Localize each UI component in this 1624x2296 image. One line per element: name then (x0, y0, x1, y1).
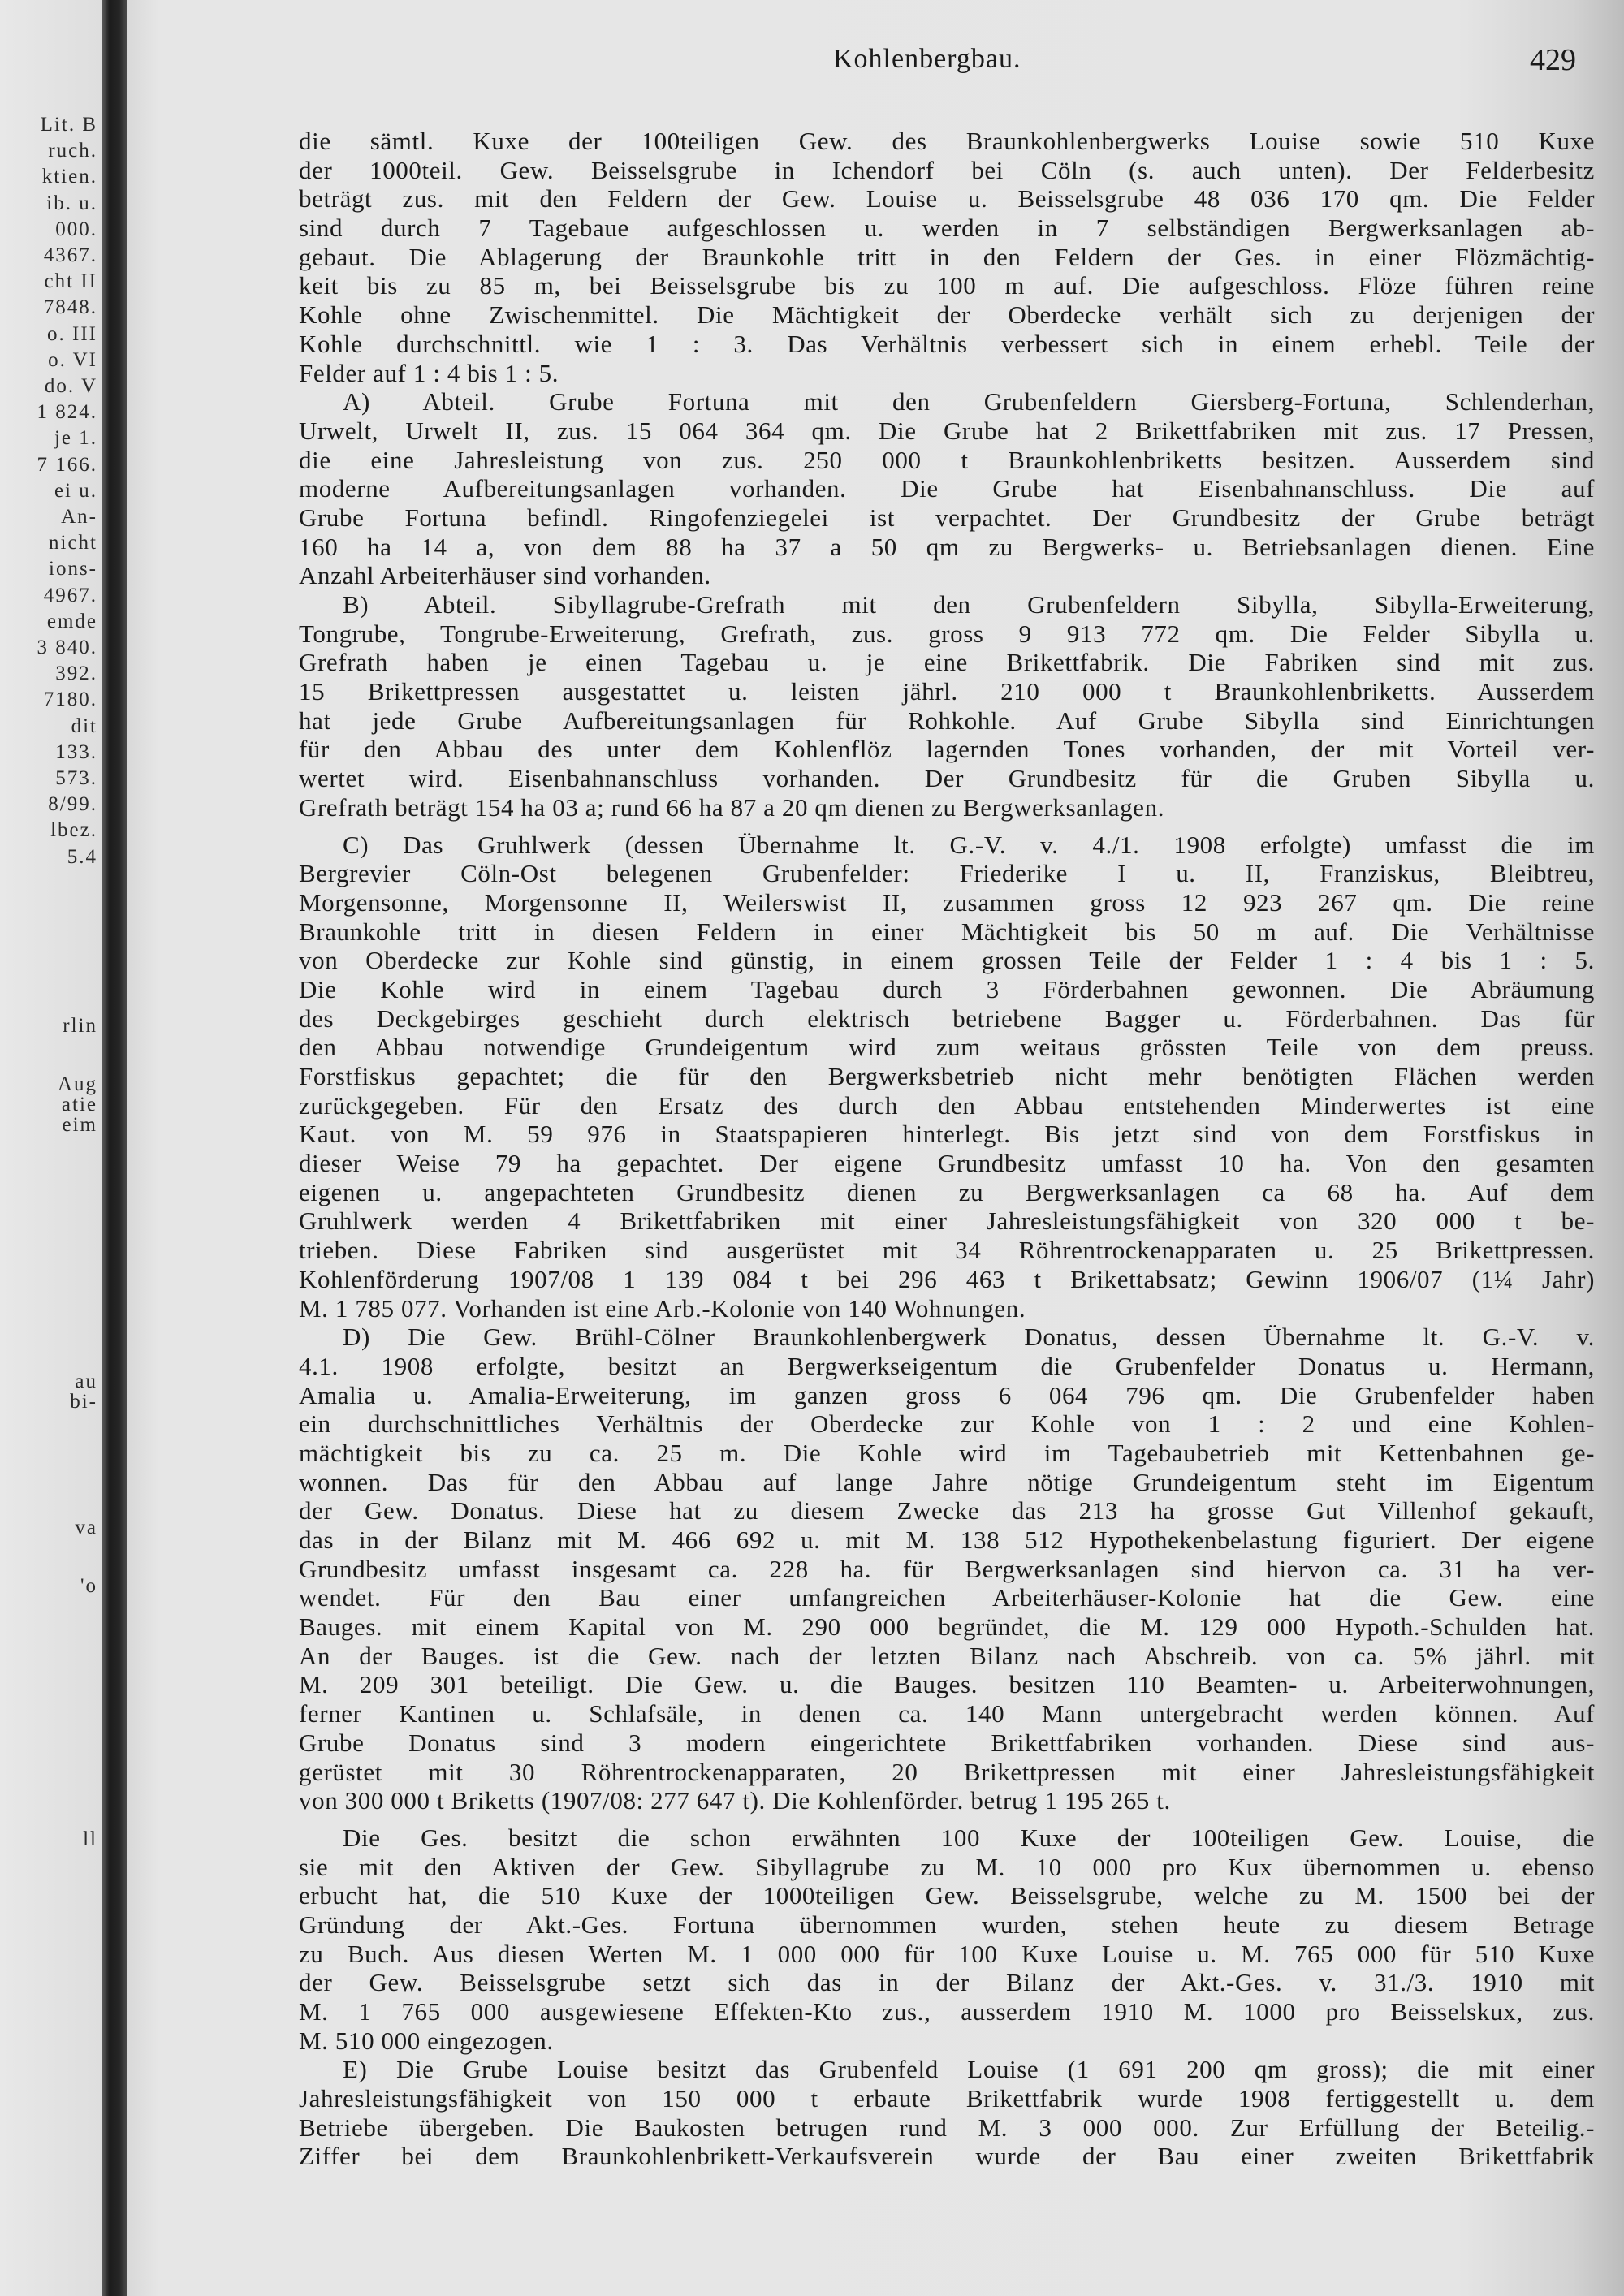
margin-fragment: eim (62, 1114, 97, 1136)
text-line: gerüstet mit 30 Röhrentrockenapparaten, 20 Brikettpressen mit einer Jahresleistungsfähigkeit (299, 1757, 1595, 1786)
text-line: Kaut. von M. 59 976 in Staatspapieren hinterlegt. Bis jetzt sind von dem Forstfiskus in (299, 1120, 1595, 1149)
margin-fragment: 7180. (43, 688, 97, 711)
text-line: wertet wird. Eisenbahnanschluss vorhanden. Der Grundbesitz für die Gruben Sibylla u. (299, 764, 1595, 793)
text-line: wendet. Für den Bau einer umfangreichen Arbeiterhäuser-Kolonie hat die Gew. eine (299, 1583, 1595, 1612)
margin-fragment: o. III (47, 322, 97, 345)
text-line: Ziffer bei dem Braunkohlenbrikett-Verkaufsverein wurde der Bau einer zweiten Brikettfabrik (299, 2142, 1595, 2171)
page-number: 429 (1530, 43, 1576, 77)
text-line: M. 1 785 077. Vorhanden ist eine Arb.-Kolonie von 140 Wohnungen. (299, 1293, 1026, 1323)
margin-fragment: au (75, 1370, 97, 1392)
text-line: E) Die Grube Louise besitzt das Grubenfeld Louise (1 691 200 qm gross); die mit einer (343, 2055, 1595, 2084)
text-line: die sämtl. Kuxe der 100teiligen Gew. des Braunkohlenbergwerks Louise sowie 510 Kuxe (299, 127, 1595, 155)
paragraph (299, 127, 1595, 387)
text-line: Amalia u. Amalia-Erweiterung, im ganzen gross 6 064 796 qm. Die Grubenfelder haben (299, 1380, 1595, 1409)
text-line: A) Abteil. Grube Fortuna mit den Grubenfeldern Giersberg-Fortuna, Schlenderhan, (343, 387, 1595, 416)
text-line: Bauges. mit einem Kapital von M. 290 000 begründet, die M. 129 000 Hypoth.-Schulden hat. (299, 1612, 1595, 1642)
margin-fragment: 'o (80, 1575, 97, 1597)
margin-fragment: bi- (70, 1391, 97, 1413)
running-head: Kohlenbergbau. (833, 44, 1021, 74)
text-line: Die Kohle wird in einem Tagebau durch 3 Förderbahnen gewonnen. Die Abräumung (299, 974, 1595, 1003)
margin-fragment: o. VI (48, 348, 97, 371)
text-line: das in der Bilanz mit M. 466 692 u. mit M. 138 512 Hypothekenbelastung figuriert. Der eigene (299, 1526, 1595, 1554)
document-page (127, 0, 1624, 2296)
text-line: C) Das Gruhlwerk (dessen Übernahme lt. G.-V. v. 4./1. 1908 erfolgte) umfasst die im (343, 830, 1595, 859)
margin-fragment: An- (61, 506, 97, 528)
margin-fragment: do. V (44, 375, 97, 397)
margin-fragment: Lit. B (40, 114, 97, 136)
text-line: wonnen. Das für den Abbau auf lange Jahre nötige Grundeigentum steht im Eigentum (299, 1467, 1595, 1496)
text-line: von Oberdecke zur Kohle sind günstig, in einem grossen Teile der Felder 1 : 4 bis 1 : 5. (299, 946, 1595, 975)
margin-fragment: je 1. (54, 427, 97, 450)
text-line: dieser Weise 79 ha gepachtet. Der eigene Grundbesitz umfasst 10 ha. Von den gesamten (299, 1149, 1595, 1178)
text-line: D) Die Gew. Brühl-Cölner Braunkohlenbergwerk Donatus, dessen Übernahme lt. G.-V. v. (343, 1323, 1595, 1352)
text-line: erbucht hat, die 510 Kuxe der 1000teiligen Gew. Beisselsgrube, welche zu M. 1500 bei der (299, 1881, 1595, 1910)
book-gutter (102, 0, 127, 2296)
paragraph (299, 387, 1595, 590)
margin-fragment: 4367. (43, 244, 97, 266)
text-line: von 300 000 t Briketts (1907/08: 277 647 t). Die Kohlenförder. betrug 1 195 265 t. (299, 1786, 1171, 1815)
margin-fragment: 7848. (43, 296, 97, 319)
text-line: der Gew. Beisselsgrube setzt sich das in der Bilanz der Akt.-Ges. v. 31./3. 1910 mit (299, 1968, 1595, 1997)
text-line: 160 ha 14 a, von dem 88 ha 37 a 50 qm zu Bergwerks- u. Betriebsanlagen dienen. Eine (299, 532, 1595, 561)
text-line: M. 510 000 eingezogen. (299, 2026, 554, 2055)
paragraph (299, 590, 1595, 822)
paragraph (299, 2055, 1595, 2171)
margin-fragment: ktien. (41, 166, 97, 188)
margin-fragment: rlin (63, 1015, 97, 1037)
margin-fragment: ll (83, 1828, 97, 1850)
margin-fragment: 7 166. (37, 453, 97, 476)
margin-fragment: 5.4 (67, 845, 97, 868)
text-line: Grundbesitz umfasst insgesamt ca. 228 ha. für Bergwerksanlagen sind hiervon ca. 31 ha ver- (299, 1554, 1595, 1583)
text-line: Kohle ohne Zwischenmittel. Die Mächtigkeit der Oberdecke verhält sich zu derjenigen der (299, 300, 1595, 330)
text-line: Bergrevier Cöln-Ost belegenen Grubenfelder: Friederike I u. II, Franziskus, Bleibtreu, (299, 859, 1595, 888)
margin-fragment: va (75, 1517, 97, 1539)
text-line: 15 Brikettpressen ausgestattet u. leisten jährl. 210 000 t Braunkohlenbriketts. Ausserdem (299, 677, 1595, 706)
text-line: Tongrube, Tongrube-Erweiterung, Grefrath, zus. gross 9 913 772 qm. Die Felder Sibylla u. (299, 619, 1595, 648)
text-line: für den Abbau des unter dem Kohlenflöz lagernden Tones vorhanden, der mit Vorteil ver- (299, 735, 1595, 764)
text-line: Grefrath haben je einen Tagebau u. je eine Brikettfabrik. Die Fabriken sind mit zus. (299, 648, 1595, 677)
text-line: zurückgegeben. Für den Ersatz des durch den Abbau entstehenden Minderwertes ist eine (299, 1090, 1595, 1120)
text-line: Grefrath beträgt 154 ha 03 a; rund 66 ha 87 a 20 qm dienen zu Bergwerksanlagen. (299, 792, 1165, 822)
margin-fragment: 8/99. (48, 793, 97, 816)
text-line: 4.1. 1908 erfolgte, besitzt an Bergwerkseigentum die Grubenfelder Donatus u. Hermann, (299, 1351, 1595, 1380)
margin-fragment: 4967. (43, 584, 97, 606)
text-line: An der Bauges. ist die Gew. nach der letzten Bilanz nach Abschreib. von ca. 5% jährl. mit (299, 1641, 1595, 1670)
text-line: sie mit den Aktiven der Gew. Sibyllagrube zu M. 10 000 pro Kux übernommen u. ebenso (299, 1852, 1595, 1881)
margin-fragment: Aug (57, 1073, 97, 1095)
text-line: moderne Aufbereitungsanlagen vorhanden. Die Grube hat Eisenbahnanschluss. Die auf (299, 474, 1595, 503)
text-line: Anzahl Arbeiterhäuser sind vorhanden. (299, 561, 711, 590)
paragraph (299, 1323, 1595, 1815)
text-line: Die Ges. besitzt die schon erwähnten 100 Kuxe der 100teiligen Gew. Louise, die (343, 1823, 1595, 1852)
text-line: des Deckgebirges geschieht durch elektrisch betriebene Bagger u. Förderbahnen. Das für (299, 1003, 1595, 1033)
text-line: M. 1 765 000 ausgewiesene Effekten-Kto zus., ausserdem 1910 M. 1000 pro Beisselskux, zus. (299, 1997, 1595, 2026)
text-line: Kohlenförderung 1907/08 1 139 084 t bei 296 463 t Brikettabsatz; Gewinn 1906/07 (1¼ Jahr) (299, 1264, 1595, 1293)
text-line: Betriebe übergeben. Die Baukosten betrugen rund M. 3 000 000. Zur Erfüllung der Beteilig.- (299, 2113, 1595, 2142)
margin-fragment: 133. (55, 740, 97, 763)
text-line: Grube Donatus sind 3 modern eingerichtete Brikettfabriken vorhanden. Diese sind aus- (299, 1728, 1595, 1757)
text-line: Braunkohle tritt in diesen Feldern in einer Mächtigkeit bis 50 m auf. Die Verhältnisse (299, 917, 1595, 946)
margin-fragment: dit (71, 714, 97, 737)
text-line: zu Buch. Aus diesen Werten M. 1 000 000 für 100 Kuxe Louise u. M. 765 000 für 510 Kuxe (299, 1939, 1595, 1968)
margin-fragment: ruch. (48, 140, 97, 162)
margin-fragment: 000. (55, 218, 97, 240)
text-line: Morgensonne, Morgensonne II, Weilerswist II, zusammen gross 12 923 267 qm. Die reine (299, 887, 1595, 917)
text-line: Forstfiskus gepachtet; die für den Bergwerksbetrieb nicht mehr benötigten Flächen werden (299, 1062, 1595, 1090)
margin-fragment: 1 824. (37, 401, 97, 424)
margin-fragment: ions- (49, 558, 97, 580)
text-line: der 1000teil. Gew. Beisselsgrube in Ichendorf bei Cöln (s. auch unten). Der Felderbesitz (299, 155, 1595, 184)
body-text (299, 127, 1595, 2171)
text-line: ein durchschnittliches Verhältnis der Oberdecke zur Kohle von 1 : 2 und eine Kohlen- (299, 1409, 1595, 1439)
paragraph (299, 1823, 1595, 2056)
text-line: Kohle durchschnittl. wie 1 : 3. Das Verhältnis verbessert sich in einem erhebl. Teile der (299, 329, 1595, 358)
margin-fragment: 573. (55, 767, 97, 789)
text-line: trieben. Diese Fabriken sind ausgerüstet mit 34 Röhrentrockenapparaten u. 25 Brikettpressen. (299, 1236, 1595, 1265)
text-line: M. 209 301 beteiligt. Die Gew. u. die Bauges. besitzen 110 Beamten- u. Arbeiterwohnungen, (299, 1670, 1595, 1699)
text-line: der Gew. Donatus. Diese hat zu diesem Zwecke das 213 ha grosse Gut Villenhof gekauft, (299, 1496, 1595, 1526)
margin-fragment: cht II (44, 270, 97, 293)
text-line: hat jede Grube Aufbereitungsanlagen für Rohkohle. Auf Grube Sibylla sind Einrichtungen (299, 706, 1595, 735)
text-line: Grube Fortuna befindl. Ringofenziegelei ist verpachtet. Der Grundbesitz der Grube beträgt (299, 503, 1595, 532)
margin-fragment: 392. (55, 662, 97, 685)
previous-page-fragment (0, 0, 102, 2296)
margin-fragment: atie (61, 1094, 97, 1116)
text-line: beträgt zus. mit den Feldern der Gew. Louise u. Beisselsgrube 48 036 170 qm. Die Felder (299, 184, 1595, 214)
paragraph (299, 831, 1595, 1323)
margin-fragment: 3 840. (37, 637, 97, 658)
text-line: den Abbau notwendige Grundeigentum wird zum weitaus grössten Teile von dem preuss. (299, 1033, 1595, 1062)
margin-fragment: emde (46, 610, 97, 632)
text-line: sind durch 7 Tagebaue aufgeschlossen u. werden in 7 selbständigen Bergwerksanlagen ab- (299, 214, 1595, 243)
text-line: Gründung der Akt.-Ges. Fortuna übernommen wurden, stehen heute zu diesem Betrage (299, 1910, 1595, 1939)
text-line: Urwelt, Urwelt II, zus. 15 064 364 qm. Die Grube hat 2 Brikettfabriken mit zus. 17 Pressen, (299, 416, 1595, 445)
margin-fragment: lbez. (50, 819, 97, 842)
text-line: die eine Jahresleistung von zus. 250 000 t Braunkohlenbriketts besitzen. Ausserdem sind (299, 445, 1595, 474)
text-line: keit bis zu 85 m, bei Beisselsgrube bis zu 100 m auf. Die aufgeschloss. Flöze führen reine (299, 271, 1595, 300)
text-line: Felder auf 1 : 4 bis 1 : 5. (299, 358, 559, 387)
text-line: Gruhlwerk werden 4 Brikettfabriken mit einer Jahresleistungsfähigkeit von 320 000 t be- (299, 1206, 1595, 1236)
margin-fragment: ib. u. (46, 192, 97, 214)
text-line: B) Abteil. Sibyllagrube-Grefrath mit den Grubenfeldern Sibylla, Sibylla-Erweiterung, (343, 590, 1595, 619)
text-line: Jahresleistungsfähigkeit von 150 000 t erbaute Brikettfabrik wurde 1908 fertiggestellt u. dem (299, 2084, 1595, 2113)
margin-fragment: nicht (49, 532, 97, 555)
text-line: eigenen u. angepachteten Grundbesitz dienen zu Bergwerksanlagen ca 68 ha. Auf dem (299, 1177, 1595, 1206)
text-line: mächtigkeit bis zu ca. 25 m. Die Kohle wird im Tagebaubetrieb mit Kettenbahnen ge- (299, 1438, 1595, 1467)
margin-fragment: ei u. (54, 479, 97, 502)
text-line: ferner Kantinen u. Schlafsäle, in denen ca. 140 Mann untergebracht werden können. Auf (299, 1699, 1595, 1728)
text-line: gebaut. Die Ablagerung der Braunkohle tritt in den Feldern der Ges. in einer Flözmächtig- (299, 242, 1595, 271)
